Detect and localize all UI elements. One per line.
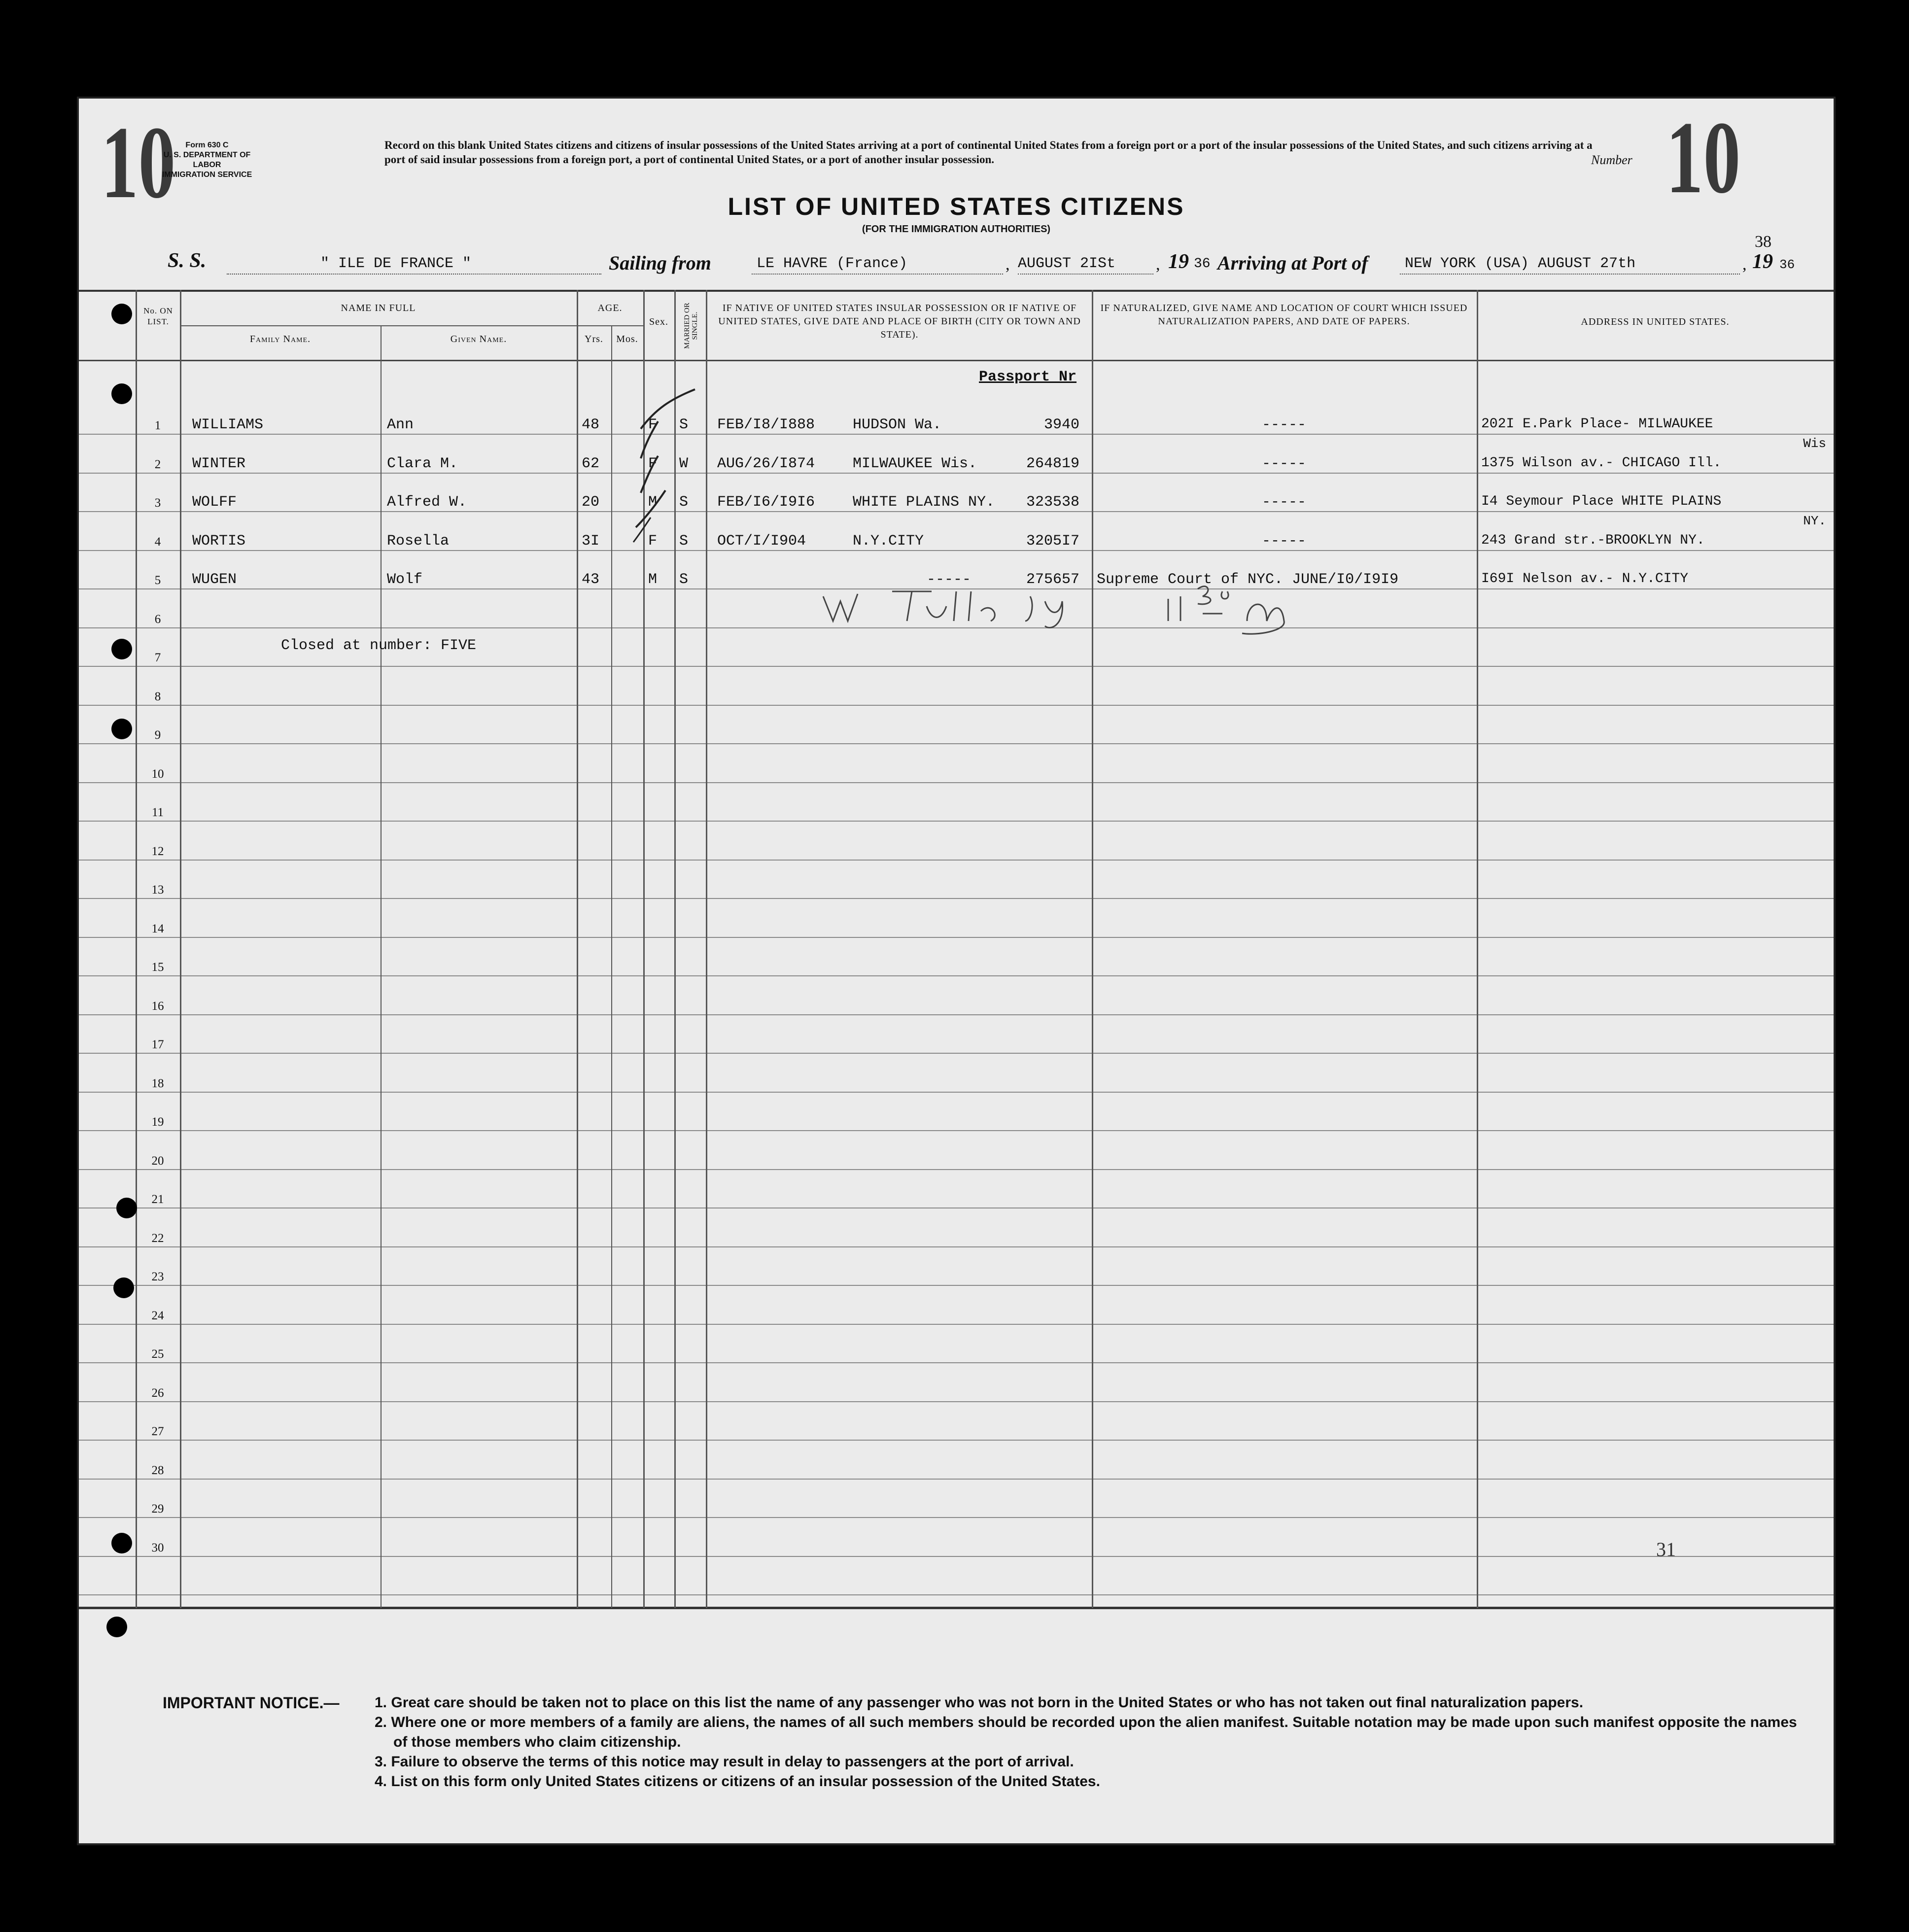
age-cell: 62 [582,455,600,472]
row-number: 21 [151,1193,164,1206]
birth-date-cell: FEB/I8/I888 [717,416,815,433]
passport-cell: 275657 [1026,571,1079,588]
row-number: 15 [151,961,164,974]
row-line [79,1479,1834,1480]
row-line [79,1130,1834,1131]
comma-3: , [1742,255,1747,274]
col-divider-name [180,290,181,1608]
row-number: 28 [151,1463,164,1477]
ship-name: " ILE DE FRANCE " [320,255,472,272]
address-cell: 1375 Wilson av.- CHICAGO Ill. [1481,455,1722,471]
sail-year: 36 [1194,256,1211,272]
handwritten-year-note: 38 [1755,233,1771,251]
row-line [79,1401,1834,1402]
row-number: 18 [151,1076,164,1090]
arrival-rule [1400,274,1740,275]
from-port: LE HAVRE (France) [757,255,908,272]
address-cell: 202I E.Park Place- MILWAUKEE [1481,416,1713,432]
row-line [79,511,1834,512]
notice-items [375,1693,1814,1792]
row-line [79,1324,1834,1325]
row-line [79,1092,1834,1093]
ss-label: S. S. [168,249,207,272]
row-line [79,1285,1834,1286]
given-name-cell: Rosella [387,532,450,550]
row-number: 16 [151,999,164,1013]
col-divider-naturalized [1092,290,1093,1608]
handwritten-check-marks [611,375,729,572]
year-prefix: 19 [1168,250,1189,273]
comma-2: , [1156,255,1160,274]
page-count: 31 [1656,1538,1676,1560]
given-name-cell: Clara M. [387,455,458,472]
sex-cell: F [648,455,658,472]
punch-hole [113,1277,134,1298]
naturalized-cell: ----- [1262,494,1307,511]
col-header-married: MARRIED OR SINGLE. [683,303,699,349]
row-number: 23 [151,1270,164,1283]
row-line [79,434,1834,435]
row-line [79,705,1834,706]
comma-1: , [1006,255,1010,274]
number-label: Number [1591,153,1632,167]
given-name-cell: Alfred W. [387,494,467,511]
birth-date-cell: FEB/I6/I9I6 [717,494,815,511]
form-info [153,140,261,180]
form-service: IMMIGRATION SERVICE [162,171,252,179]
row-number: 27 [151,1425,164,1438]
col-header-mos: Mos. [616,334,638,345]
family-name-cell: WORTIS [192,532,246,550]
given-name-cell: Ann [387,416,414,433]
row-number: 6 [154,612,161,626]
naturalized-cell: ----- [1262,532,1307,550]
sex-cell: M [648,571,658,588]
arrival-year-prefix: 19 [1752,250,1773,273]
status-cell: S [679,494,689,511]
row-line [79,1362,1834,1363]
col-header-naturalized: IF NATURALIZED, GIVE NAME AND LOCATION OF COURT WHICH ISSUED NATURALIZATION PAPERS, AND DATE OF PAPERS. [1100,303,1468,327]
from-rule [752,274,1003,275]
birth-place-cell: N.Y.CITY [853,532,924,550]
row-number: 9 [154,728,161,742]
punch-hole [111,1533,132,1553]
row-line [79,473,1834,474]
row-line [79,1246,1834,1247]
row-number: 4 [154,535,161,549]
family-name-cell: WUGEN [192,571,237,588]
address-continuation-cell: Wis [1803,436,1826,451]
sex-cell: F [648,532,658,550]
birth-place-cell: WHITE PLAINS NY. [853,494,995,511]
sailing-label: Sailing from [609,252,711,274]
notice-item-2: 2. Where one or more members of a family are aliens, the names of all such members should be recorded upon the alien manifest. Suitable notation may be made upon such manifest opposite the names of those members who claim citizenship. [375,1714,1797,1750]
row-line [79,782,1834,783]
col-divider-address [1477,290,1478,1608]
row-line [79,821,1834,822]
family-name-cell: WINTER [192,455,246,472]
punch-hole [111,639,132,659]
notice-item-3: 3. Failure to observe the terms of this notice may result in delay to passengers at the port of arrival. [375,1754,1074,1770]
passport-cell: 264819 [1026,455,1079,472]
birth-place-cell: HUDSON Wa. [853,416,942,433]
col-header-birth: IF NATIVE OF UNITED STATES INSULAR POSSESSION OR IF NATIVE OF UNITED STATES, GIVE DATE AND PLACE OF BIRTH (CITY OR TOWN AND STATE). [718,303,1081,340]
date-rule [1018,274,1153,275]
address-cell: 243 Grand str.-BROOKLYN NY. [1481,532,1705,548]
col-header-married-wrap [681,296,701,357]
notice-item-4: 4. List on this form only United States citizens or citizens of an insular possession of the United States. [375,1773,1100,1790]
row-line [79,860,1834,861]
row-number: 30 [151,1541,164,1554]
sex-cell: M [648,494,658,511]
row-number: 1 [154,419,161,432]
arrival-year: 36 [1779,257,1795,272]
row-number: 17 [151,1038,164,1051]
address-cell: I4 Seymour Place WHITE PLAINS [1481,494,1722,509]
row-number: 20 [151,1154,164,1168]
row-line [79,898,1834,899]
row-number: 22 [151,1231,164,1245]
col-header-yrs: Yrs. [585,334,603,345]
row-number: 24 [151,1309,164,1322]
row-number: 3 [154,496,161,510]
col-header-family-name: Family Name. [249,334,311,345]
age-cell: 43 [582,571,600,588]
status-cell: S [679,571,689,588]
page-subtitle: (FOR THE IMMIGRATION AUTHORITIES) [862,224,1051,235]
age-cell: 20 [582,494,600,511]
col-header-address: ADDRESS IN UNITED STATES. [1581,316,1730,327]
row-number: 2 [154,457,161,471]
row-number: 10 [151,767,164,781]
table-bottom-rule [79,1607,1834,1609]
family-name-cell: WOLFF [192,494,237,511]
col-divider-no [136,290,137,1608]
header-instruction: Record on this blank United States citizens and citizens of insular possessions of the United States arriving at a port of continental United States from a foreign port or a port of the insular possessions of the United States, and such citizens arriving at a port of said insular possessions from a foreign port, a port of continental United States, or a port of another insular possession. [384,139,1593,166]
col-divider-given [381,325,382,1608]
row-line [79,1440,1834,1441]
page-number-right: 10 [1666,101,1741,215]
page-number-left: 10 [101,105,176,220]
row-number: 13 [151,883,164,897]
col-header-name-in-full: NAME IN FULL [341,303,416,313]
punch-hole [111,304,132,324]
status-cell: S [679,532,689,550]
col-header-no: No. ON LIST. [143,306,173,326]
row-line [79,937,1834,938]
passport-heading: Passport Nr [979,369,1077,385]
row-line [79,550,1834,551]
naturalized-cell: Supreme Court of NYC. JUNE/I0/I9I9 [1097,571,1399,588]
manifest-page [79,99,1834,1843]
col-divider-age [577,290,578,1608]
notice-label: IMPORTANT NOTICE.— [163,1694,340,1712]
row-number: 11 [151,806,164,819]
birth-place-cell: MILWAUKEE Wis. [853,455,977,472]
closed-note: Closed at number: FIVE [281,637,477,654]
row-line [79,1014,1834,1015]
passport-cell: 323538 [1026,494,1079,511]
table-top-rule [79,290,1834,292]
row-number: 19 [151,1115,164,1129]
birth-date-cell: OCT/I/I904 [717,532,806,550]
naturalized-cell: ----- [1262,455,1307,472]
notice-item-1: 1. Great care should be taken not to place on this list the name of any passenger who was not born in the United States or who has not taken out final naturalization papers. [375,1694,1584,1711]
family-name-cell: WILLIAMS [192,416,264,433]
address-cell: I69I Nelson av.- N.Y.CITY [1481,571,1689,586]
page-title: LIST OF UNITED STATES CITIZENS [728,193,1185,220]
birth-date-cell: AUG/26/I874 [717,455,815,472]
passport-cell: 3205I7 [1026,532,1079,550]
col-header-age: AGE. [597,303,623,313]
row-number: 25 [151,1347,164,1361]
row-number: 14 [151,922,164,935]
row-number: 5 [154,574,161,587]
row-line [79,1169,1834,1170]
row-number: 26 [151,1386,164,1400]
status-cell: W [679,455,689,472]
punch-hole [111,383,132,404]
row-line [79,666,1834,667]
sail-date: AUGUST 2ISt [1018,255,1116,272]
birth-place-cell: ----- [927,571,972,588]
handwritten-inspector-signature [813,572,1380,636]
ship-rule [227,274,601,275]
table-header-rule [79,360,1834,361]
arriving-label: Arriving at Port of [1217,252,1368,274]
address-continuation-cell: NY. [1803,514,1826,528]
form-department: U. S. DEPARTMENT OF LABOR [163,151,251,169]
sex-cell: F [648,416,658,433]
age-cell: 48 [582,416,600,433]
punch-hole [111,719,132,739]
form-number: Form 630 C [185,141,229,149]
naturalized-cell: ----- [1262,416,1307,433]
given-name-cell: Wolf [387,571,423,588]
row-line [79,975,1834,976]
arrival-port-date: NEW YORK (USA) AUGUST 27th [1405,255,1636,272]
passport-cell: 3940 [1043,416,1079,433]
row-line [79,1517,1834,1518]
punch-hole [106,1617,127,1637]
row-number: 7 [154,651,161,664]
row-number: 12 [151,844,164,858]
row-number: 29 [151,1502,164,1516]
row-line [79,1594,1834,1595]
name-subheader-rule [180,325,577,326]
col-header-sex: Sex. [649,316,668,327]
age-subheader-rule [577,325,643,326]
row-line [79,1556,1834,1557]
row-line [79,1053,1834,1054]
row-line [79,743,1834,744]
col-header-given-name: Given Name. [450,334,507,345]
punch-hole [116,1198,137,1218]
age-cell: 3I [582,532,600,550]
row-number: 8 [154,690,161,703]
status-cell: S [679,416,689,433]
